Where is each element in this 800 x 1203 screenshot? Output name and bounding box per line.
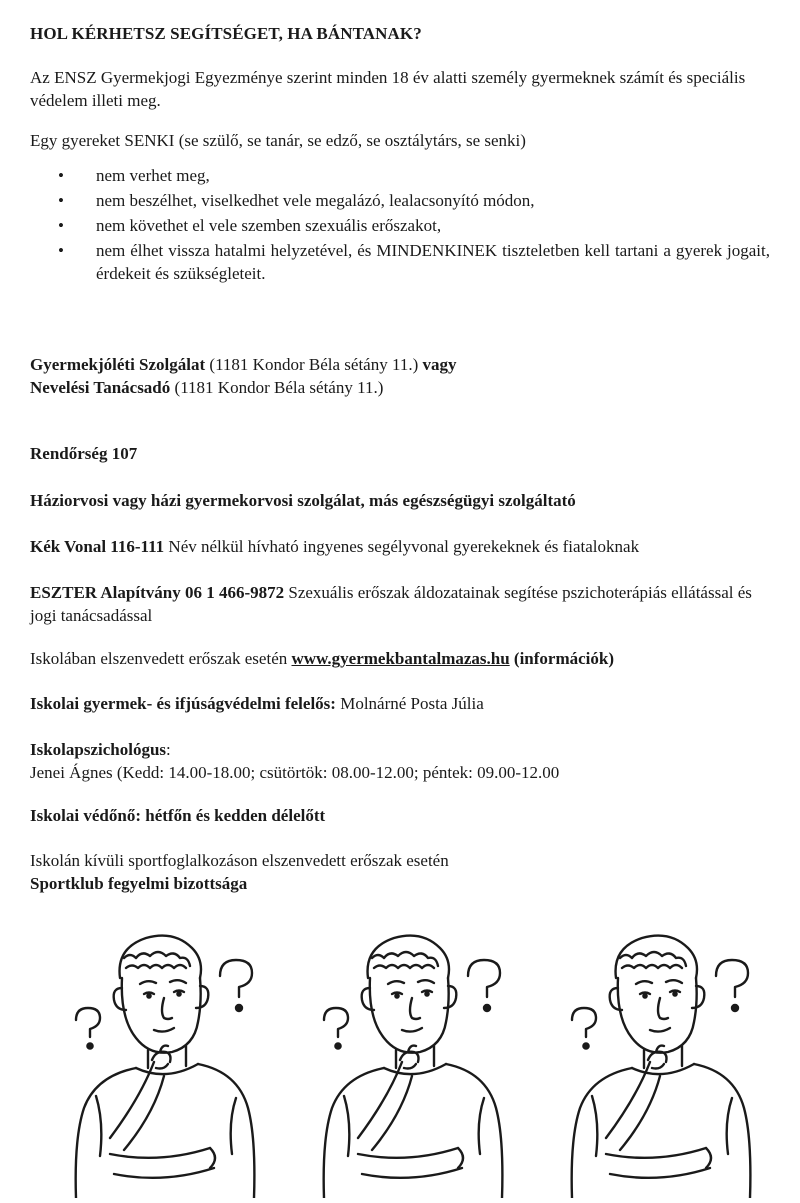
- list-item: • nem beszélhet, viselkedhet vele megalázó, lealacsonyító módon,: [96, 189, 770, 212]
- page-title: HOL KÉRHETSZ SEGÍTSÉGET, HA BÁNTANAK?: [30, 24, 422, 43]
- rendorseg-block: [30, 442, 772, 465]
- eszter-block: [30, 581, 772, 627]
- nevelesi-name: Nevelési Tanácsadó: [30, 378, 171, 397]
- sport-text: Iskolán kívüli sportfoglalkozáson elszenvedett erőszak esetén: [30, 851, 449, 870]
- list-item: • nem verhet meg,: [96, 164, 770, 187]
- haziorvos-block: [30, 489, 772, 512]
- list-item: • nem követhet el vele szemben szexuális erőszakot,: [96, 214, 770, 237]
- rules-list: [30, 164, 770, 285]
- vedono-line: Iskolai védőnő: hétfőn és kedden délelőtt: [30, 806, 326, 825]
- eszter-desc: Szexuális erőszak áldozatainak segítése pszichoterápiás ellátással és jogi tanácsadással: [30, 583, 752, 625]
- vedelmi-label: Iskolai gyermek- és ifjúságvédelmi felelős:: [30, 694, 336, 713]
- kek-vonal-desc: Név nélkül hívható ingyenes segélyvonal gyerekeknek és fiataloknak: [164, 537, 640, 556]
- gyermekjoleti-address: (1181 Kondor Béla sétány 11.): [205, 355, 423, 374]
- kek-vonal-name: Kék Vonal 116-111: [30, 537, 165, 556]
- iskola-block: [30, 647, 772, 670]
- thinking-boy-icon: [536, 918, 776, 1198]
- illustration-row: [40, 918, 780, 1198]
- sport-block: [30, 849, 772, 895]
- pszichologus-colon: :: [166, 740, 171, 759]
- iskola-info: (információk): [509, 649, 615, 668]
- nevelesi-address: (1181 Kondor Béla sétány 11.): [170, 378, 384, 397]
- haziorvos-line: Háziorvosi vagy házi gyermekorvosi szolgálat, más egészségügyi szolgáltató: [30, 491, 576, 510]
- senki-sentence: Egy gyereket SENKI (se szülő, se tanár, se edző, se osztálytárs, se senki): [30, 131, 526, 150]
- pszichologus-detail: Jenei Ágnes (Kedd: 14.00-18.00; csütörtök: 08.00-12.00; péntek: 09.00-12.00: [30, 763, 560, 782]
- gyermekjoleti-or: vagy: [422, 355, 457, 374]
- eszter-name: ESZTER Alapítvány 06 1 466-9872: [30, 583, 285, 602]
- vedelmi-name: Molnárné Posta Júlia: [335, 694, 484, 713]
- list-item: • nem élhet vissza hatalmi helyzetével, és MINDENKINEK tiszteletben kell tartani a gyerek jogait, érdekeit és szükségleteit.: [96, 239, 770, 285]
- gyermekjoleti-block: [30, 353, 772, 399]
- vedono-block: [30, 804, 772, 827]
- gyermekjoleti-name: Gyermekjóléti Szolgálat: [30, 355, 206, 374]
- thinking-boy-icon: [40, 918, 280, 1198]
- rendorseg-line: Rendőrség 107: [30, 444, 138, 463]
- iskola-text: Iskolában elszenvedett erőszak esetén: [30, 649, 292, 668]
- kek-vonal-block: [30, 535, 772, 558]
- thinking-boy-icon: [288, 918, 528, 1198]
- pszichologus-label: Iskolapszichológus: [30, 740, 167, 759]
- iskola-link[interactable]: www.gyermekbantalmazas.hu: [291, 649, 510, 668]
- vedelmi-block: [30, 692, 772, 715]
- sport-name: Sportklub fegyelmi bizottsága: [30, 874, 248, 893]
- intro-paragraph: Az ENSZ Gyermekjogi Egyezménye szerint minden 18 év alatti személy gyermeknek számít és speciális védelem illeti meg.: [30, 68, 746, 110]
- pszichologus-block: [30, 738, 772, 784]
